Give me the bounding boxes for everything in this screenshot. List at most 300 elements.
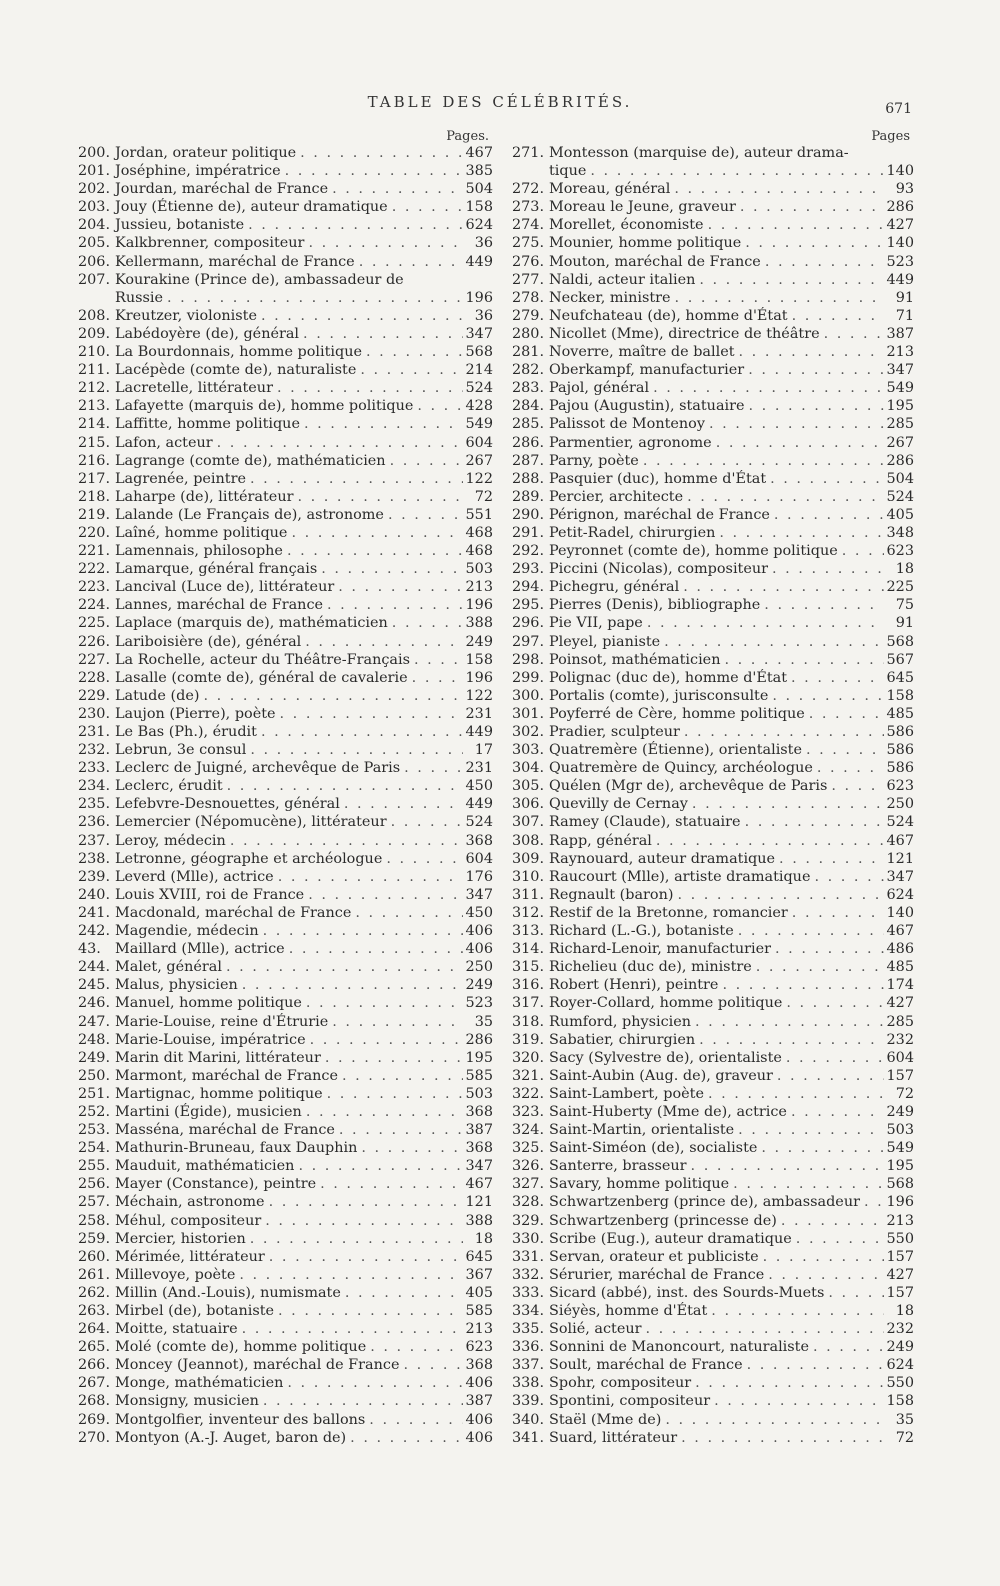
index-entry xyxy=(78,1121,493,1139)
entry-number: 314. xyxy=(512,941,545,958)
index-entry xyxy=(512,958,914,976)
index-entry xyxy=(78,723,493,741)
entry-number: 306. xyxy=(512,796,545,813)
dot-leader xyxy=(775,850,884,868)
index-entry xyxy=(512,1248,914,1266)
entry-number: 224. xyxy=(78,597,111,614)
dot-leader xyxy=(283,542,463,560)
entry-page: 405 xyxy=(886,506,914,523)
entry-text: Montyon (A.-J. Auget, baron de) xyxy=(115,1429,347,1446)
entry-page: 449 xyxy=(886,271,914,288)
entry-text: Percier, architecte xyxy=(549,488,684,505)
entry-page: 406 xyxy=(465,941,493,958)
index-entry xyxy=(512,325,914,343)
entry-text: Pleyel, pianiste xyxy=(549,633,661,650)
entry-text: Pradier, sculpteur xyxy=(549,724,680,740)
entry-text: Lamennais, philosophe xyxy=(115,543,283,560)
dot-leader xyxy=(824,1284,884,1302)
dot-leader xyxy=(744,361,884,379)
dot-leader xyxy=(827,777,884,795)
dot-leader xyxy=(712,434,884,452)
index-entry xyxy=(78,379,493,397)
index-entry xyxy=(512,397,914,415)
dot-leader xyxy=(334,578,463,596)
entry-number: 300. xyxy=(512,687,545,704)
entry-text: Montgolfier, inventeur des ballons xyxy=(115,1411,366,1428)
index-entry xyxy=(512,1374,914,1392)
dot-leader xyxy=(388,198,463,216)
entry-number: 315. xyxy=(512,959,545,976)
dot-leader xyxy=(387,813,463,831)
entry-text: Molé (comte de), homme politique xyxy=(115,1339,367,1356)
entry-page: 485 xyxy=(886,705,914,722)
entry-number: 241. xyxy=(78,904,111,921)
dot-leader xyxy=(261,1212,463,1230)
entry-text: Royer-Collard, homme politique xyxy=(549,995,783,1012)
index-entry xyxy=(78,271,493,307)
entry-number: 318. xyxy=(512,1013,545,1030)
entry-text: Lebrun, 3e consul xyxy=(115,742,247,759)
entry-number: 270. xyxy=(78,1429,111,1446)
entry-number: 237. xyxy=(78,832,111,849)
index-entry xyxy=(512,669,914,687)
index-entry xyxy=(512,542,914,560)
index-entry xyxy=(78,524,493,542)
entry-text: Spontini, compositeur xyxy=(549,1393,711,1410)
entry-number: 204. xyxy=(78,217,111,234)
index-entry xyxy=(512,1338,914,1356)
entry-text: Sabatier, chirurgien xyxy=(549,1031,696,1048)
dot-leader xyxy=(388,614,463,632)
dot-leader xyxy=(704,216,884,234)
index-entry xyxy=(78,886,493,904)
entry-number: 289. xyxy=(512,488,545,505)
index-entry xyxy=(512,940,914,958)
index-entry xyxy=(512,1320,914,1338)
entry-page: 286 xyxy=(886,452,914,469)
dot-leader xyxy=(673,886,884,904)
entry-text: Mayer (Constance), peintre xyxy=(115,1176,317,1193)
entry-page: 195 xyxy=(886,1158,914,1175)
entry-number: 340. xyxy=(512,1411,545,1428)
index-entry xyxy=(78,452,493,470)
entry-page: 35 xyxy=(895,1411,914,1428)
entry-text: Piccini (Nicolas), compositeur xyxy=(549,561,768,578)
entry-page: 158 xyxy=(465,651,493,668)
entry-number: 330. xyxy=(512,1230,545,1247)
entry-text: Richard-Lenoir, manufacturier xyxy=(549,941,772,958)
entry-number: 305. xyxy=(512,778,545,795)
dot-leader xyxy=(246,470,463,488)
index-entry xyxy=(512,452,914,470)
entry-text: Pie VII, pape xyxy=(549,615,643,632)
index-entry xyxy=(512,253,914,271)
entry-page: 367 xyxy=(465,1266,493,1283)
dot-leader xyxy=(283,1374,463,1392)
entry-page: 232 xyxy=(886,1321,914,1338)
dot-leader xyxy=(296,144,463,162)
index-entry xyxy=(78,361,493,379)
dot-leader xyxy=(652,832,884,850)
dot-leader xyxy=(705,415,884,433)
dot-leader xyxy=(820,325,884,343)
entry-text: Pierres (Denis), bibliographe xyxy=(549,597,761,614)
entry-text: Quélen (Mgr de), archevêque de Paris xyxy=(549,778,828,795)
entry-number: 337. xyxy=(512,1357,545,1374)
entry-page: 231 xyxy=(465,760,493,777)
index-entry xyxy=(78,1157,493,1175)
index-entry xyxy=(512,343,914,361)
entry-page: 645 xyxy=(886,669,914,686)
index-entry xyxy=(512,994,914,1012)
index-entry xyxy=(512,180,914,198)
dot-leader xyxy=(639,452,884,470)
entry-number: 245. xyxy=(78,977,111,994)
dot-leader xyxy=(257,307,463,325)
entry-list xyxy=(78,144,493,1447)
entry-page: 91 xyxy=(895,615,914,632)
dot-leader xyxy=(764,1266,884,1284)
index-entry xyxy=(78,234,493,252)
entry-page: 428 xyxy=(465,398,493,415)
entry-number: 322. xyxy=(512,1085,545,1102)
index-entry xyxy=(78,470,493,488)
entry-text: Rumford, physicien xyxy=(549,1013,692,1030)
entry-number: 269. xyxy=(78,1411,111,1428)
dot-leader xyxy=(761,253,884,271)
entry-number: 234. xyxy=(78,778,111,795)
entry-text: Lefebvre-Desnouettes, général xyxy=(115,796,340,813)
entry-page: 196 xyxy=(465,669,493,686)
index-entry xyxy=(78,633,493,651)
dot-leader xyxy=(770,506,884,524)
entry-text: Leroy, médecin xyxy=(115,832,226,849)
index-entry xyxy=(512,1067,914,1085)
index-entry xyxy=(78,325,493,343)
dot-leader xyxy=(328,1013,463,1031)
entry-text: Raucourt (Mlle), artiste dramatique xyxy=(549,868,811,885)
entry-text: Scribe (Eug.), auteur dramatique xyxy=(549,1230,792,1247)
index-entry xyxy=(512,723,914,741)
dot-leader xyxy=(356,361,463,379)
dot-leader xyxy=(788,904,884,922)
entry-number: 248. xyxy=(78,1031,111,1048)
entry-text: Malus, physicien xyxy=(115,977,238,994)
index-entry xyxy=(78,795,493,813)
entry-text: Nicollet (Mme), directrice de théâtre xyxy=(549,325,820,342)
entry-number: 251. xyxy=(78,1085,111,1102)
entry-text: Sonnini de Manoncourt, naturaliste xyxy=(549,1339,809,1356)
entry-text: Millevoye, poète xyxy=(115,1266,236,1283)
entry-text: Quevilly de Cernay xyxy=(549,796,688,813)
entry-text: Le Bas (Ph.), érudit xyxy=(115,724,257,740)
entry-page: 72 xyxy=(895,1429,914,1446)
dot-leader xyxy=(810,868,884,886)
entry-text: Jussieu, botaniste xyxy=(115,217,245,234)
index-entry xyxy=(78,687,493,705)
entry-text: Sicard (abbé), inst. des Sourds-Muets xyxy=(549,1284,825,1301)
index-entry xyxy=(78,1085,493,1103)
dot-leader xyxy=(741,234,884,252)
entry-text: Noverre, maître de ballet xyxy=(549,344,735,361)
entry-text: Sacy (Sylvestre de), orientaliste xyxy=(549,1049,782,1066)
entry-number: 211. xyxy=(78,362,111,379)
entry-number: 295. xyxy=(512,597,545,614)
dot-leader xyxy=(238,1320,463,1338)
index-entry xyxy=(78,868,493,886)
entry-text: Jordan, orateur politique xyxy=(115,145,297,161)
index-entry xyxy=(512,1266,914,1284)
index-entry xyxy=(78,560,493,578)
entry-number: 324. xyxy=(512,1122,545,1139)
dot-leader xyxy=(346,1429,463,1447)
entry-page: 467 xyxy=(886,923,914,940)
dot-leader xyxy=(710,1392,884,1410)
entry-number: 238. xyxy=(78,850,111,867)
entry-page: 347 xyxy=(465,325,493,342)
index-entry xyxy=(78,669,493,687)
dot-leader xyxy=(787,1103,884,1121)
entry-number: 220. xyxy=(78,524,111,541)
entry-page: 504 xyxy=(886,470,914,487)
entry-page: 91 xyxy=(895,289,914,306)
entry-number: 334. xyxy=(512,1303,545,1319)
entry-number: 341. xyxy=(512,1429,545,1446)
entry-text: Schwartzenberg (prince de), ambassadeur xyxy=(549,1194,860,1211)
entry-page: 195 xyxy=(886,398,914,415)
entry-number: 214. xyxy=(78,416,111,433)
entry-text: Latude (de) xyxy=(115,687,200,704)
entry-text: Lariboisière (de), général xyxy=(115,633,302,650)
dot-leader xyxy=(660,633,884,651)
entry-page: 387 xyxy=(465,1122,493,1139)
entry-text: Richelieu (duc de), ministre xyxy=(549,959,752,976)
entry-page: 503 xyxy=(886,1122,914,1139)
entry-page: 285 xyxy=(886,416,914,433)
dot-leader xyxy=(163,289,463,307)
entry-page: 157 xyxy=(886,1248,914,1265)
index-entry xyxy=(512,1230,914,1248)
entry-number: 310. xyxy=(512,868,545,885)
entry-page: 17 xyxy=(474,742,493,759)
dot-leader xyxy=(238,976,463,994)
entry-number: 235. xyxy=(78,796,111,813)
entry-text: Lagrenée, peintre xyxy=(115,470,246,487)
index-entry xyxy=(512,198,914,216)
entry-text: Naldi, acteur italien xyxy=(549,271,696,288)
dot-leader xyxy=(707,1302,884,1320)
entry-page: 549 xyxy=(465,416,493,433)
entry-page: 485 xyxy=(886,959,914,976)
entry-page: 549 xyxy=(886,380,914,397)
index-entry xyxy=(78,1049,493,1067)
dot-leader xyxy=(805,705,884,723)
entry-page: 523 xyxy=(886,253,914,270)
index-entry xyxy=(78,343,493,361)
entry-page: 586 xyxy=(886,742,914,759)
entry-number: 221. xyxy=(78,543,111,560)
entry-text: Millin (And.-Louis), numismate xyxy=(115,1284,341,1301)
dot-leader xyxy=(276,705,463,723)
index-entry xyxy=(78,1067,493,1085)
entry-text: Spohr, compositeur xyxy=(549,1375,692,1392)
index-entry xyxy=(512,1013,914,1031)
index-entry xyxy=(78,1266,493,1284)
entry-page: 467 xyxy=(886,832,914,849)
entry-number: 321. xyxy=(512,1067,545,1084)
entry-page: 468 xyxy=(465,524,493,541)
index-entry xyxy=(512,1157,914,1175)
dot-leader xyxy=(586,162,884,180)
entry-number: 208. xyxy=(78,307,111,324)
index-entry xyxy=(512,560,914,578)
entry-number: 288. xyxy=(512,470,545,487)
entry-number: 206. xyxy=(78,253,111,270)
dot-leader xyxy=(351,904,463,922)
index-entry xyxy=(78,832,493,850)
entry-page: 18 xyxy=(474,1230,493,1247)
dot-leader xyxy=(649,379,884,397)
dot-leader xyxy=(281,162,463,180)
index-entry xyxy=(512,1429,914,1447)
dot-leader xyxy=(273,379,463,397)
entry-page: 285 xyxy=(886,1013,914,1030)
entry-number: 303. xyxy=(512,742,545,759)
entry-text: Joséphine, impératrice xyxy=(115,163,281,180)
entry-text: Méchain, astronome xyxy=(115,1194,265,1211)
index-entry xyxy=(78,1411,493,1429)
entry-text: Ramey (Claude), statuaire xyxy=(549,814,741,831)
index-entry xyxy=(78,144,493,162)
entry-page: 232 xyxy=(886,1031,914,1048)
entry-page: 405 xyxy=(465,1284,493,1301)
dot-leader xyxy=(802,741,884,759)
entry-number: 326. xyxy=(512,1158,545,1175)
index-entry xyxy=(512,289,914,307)
entry-text: Laharpe (de), littérateur xyxy=(115,488,294,505)
entry-page: 586 xyxy=(886,760,914,777)
entry-number: 257. xyxy=(78,1194,111,1211)
index-entry xyxy=(78,1302,493,1320)
dot-leader xyxy=(670,180,884,198)
entry-number: 263. xyxy=(78,1303,111,1319)
entry-number: 309. xyxy=(512,850,545,867)
entry-page: 450 xyxy=(465,904,493,921)
dot-leader xyxy=(688,795,884,813)
entry-text: Leverd (Mlle), actrice xyxy=(115,868,274,885)
index-entry xyxy=(512,271,914,289)
entry-page: 140 xyxy=(886,235,914,252)
dot-leader xyxy=(680,723,884,741)
entry-text: Martini (Égide), musicien xyxy=(115,1103,302,1120)
dot-leader xyxy=(199,687,463,705)
index-entry xyxy=(78,162,493,180)
entry-page: 75 xyxy=(895,597,914,614)
entry-page: 449 xyxy=(465,724,493,740)
entry-number: 223. xyxy=(78,579,111,596)
entry-page: 122 xyxy=(465,470,493,487)
entry-number: 226. xyxy=(78,633,111,650)
entry-page: 624 xyxy=(886,1357,914,1374)
entry-text: Letronne, géographe et archéologue xyxy=(115,850,383,867)
entry-text: Lalande (Le Français de), astronome xyxy=(115,506,384,523)
entry-page: 347 xyxy=(886,362,914,379)
entry-text: Solié, acteur xyxy=(549,1321,642,1338)
entry-text: Lacretelle, littérateur xyxy=(115,380,273,397)
entry-page: 214 xyxy=(465,362,493,379)
entry-number: 278. xyxy=(512,289,545,306)
entry-number: 271. xyxy=(512,145,545,161)
dot-leader xyxy=(768,687,884,705)
entry-page: 213 xyxy=(886,1212,914,1229)
entry-page: 158 xyxy=(465,199,493,216)
dot-leader xyxy=(355,253,463,271)
index-entry xyxy=(78,759,493,777)
dot-leader xyxy=(382,850,463,868)
entry-number: 290. xyxy=(512,506,545,523)
entry-text: Quatremère de Quincy, archéologue xyxy=(549,760,813,777)
index-entry xyxy=(78,1193,493,1211)
entry-page: 550 xyxy=(886,1375,914,1392)
entry-text: Saint-Huberty (Mme de), actrice xyxy=(549,1103,787,1120)
entry-page: 36 xyxy=(474,235,493,252)
entry-list xyxy=(512,144,914,1447)
dot-leader xyxy=(340,795,463,813)
dot-leader xyxy=(743,1356,884,1374)
dot-leader xyxy=(718,976,884,994)
entry-number: 244. xyxy=(78,959,111,976)
entry-text: Leclerc, érudit xyxy=(115,778,223,795)
entry-text: Pérignon, maréchal de France xyxy=(549,506,770,523)
entry-text: Santerre, brasseur xyxy=(549,1158,687,1175)
index-entry xyxy=(78,1356,493,1374)
index-entry xyxy=(512,705,914,723)
entry-text: Peyronnet (comte de), homme politique xyxy=(549,543,838,560)
dot-leader xyxy=(643,614,884,632)
dot-leader xyxy=(704,1085,884,1103)
index-entry xyxy=(512,379,914,397)
dot-leader xyxy=(813,759,884,777)
entry-page: 568 xyxy=(886,1176,914,1193)
entry-number: 233. xyxy=(78,760,111,777)
entry-page: 348 xyxy=(886,524,914,541)
entry-number: 227. xyxy=(78,651,111,668)
dot-leader xyxy=(400,759,463,777)
entry-page: 645 xyxy=(465,1248,493,1265)
entry-text: Laffitte, homme politique xyxy=(115,416,300,433)
entry-text: Marie-Louise, impératrice xyxy=(115,1031,306,1048)
entry-page: 174 xyxy=(886,977,914,994)
entry-page: 286 xyxy=(465,1031,493,1048)
entry-page: 468 xyxy=(465,543,493,560)
left-column xyxy=(78,130,493,1447)
entry-text: Rapp, général xyxy=(549,832,652,849)
entry-text: Lafon, acteur xyxy=(115,434,213,451)
entry-text: Poyferré de Cère, homme politique xyxy=(549,705,805,722)
index-entry xyxy=(512,1085,914,1103)
entry-number: 209. xyxy=(78,325,111,342)
dot-leader xyxy=(226,832,463,850)
entry-page: 550 xyxy=(886,1230,914,1247)
entry-text: Pajou (Augustin), statuaire xyxy=(549,398,745,415)
entry-page: 585 xyxy=(465,1067,493,1084)
index-entry xyxy=(78,958,493,976)
entry-number: 286. xyxy=(512,434,545,451)
index-entry xyxy=(78,1013,493,1031)
entry-text: Méhul, compositeur xyxy=(115,1212,262,1229)
index-entry xyxy=(512,922,914,940)
index-entry xyxy=(512,886,914,904)
